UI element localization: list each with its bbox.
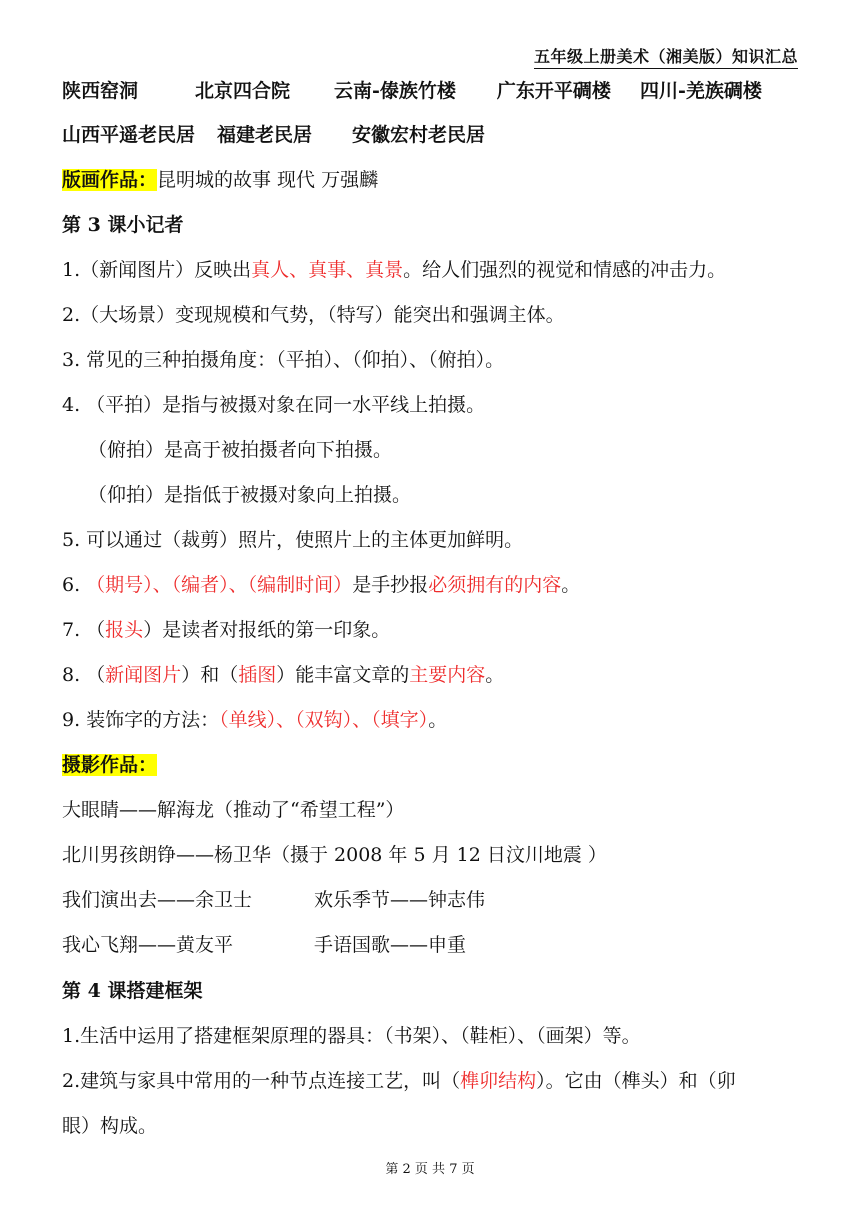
lesson3-line-8 <box>62 663 504 687</box>
houses-row-1 <box>62 79 762 103</box>
lesson3-line-9 <box>62 708 447 732</box>
print-work-line <box>62 168 378 192</box>
highlight-text: 报头 <box>105 619 144 641</box>
text-segment: 。给人们强烈的视觉和情感的冲击力。 <box>403 259 727 281</box>
highlight-text: （单线）、（双钩）、（填字） <box>219 709 429 731</box>
text-segment: 7. （ <box>62 619 106 641</box>
text-segment: 。 <box>428 709 448 731</box>
text-segment: 8. （ <box>62 664 106 686</box>
lesson4-title: 第 4 课搭建框架 <box>62 980 203 1002</box>
highlight-text: 真人、真事、真景 <box>251 259 404 281</box>
highlight-text: 插图 <box>238 664 277 686</box>
highlight-text: 主要内容 <box>409 664 486 686</box>
highlight-text: （期号）、（编者）、（编制时间） <box>86 574 353 596</box>
photo-line-3 <box>62 888 485 912</box>
lesson3-title: 第 3 课小记者 <box>62 214 184 236</box>
text-segment: ）和（ <box>181 664 239 686</box>
house-item: 山西平遥老民居 <box>62 124 196 146</box>
photo-line-4 <box>62 933 466 957</box>
text-segment: ）是读者对报纸的第一印象。 <box>143 619 391 641</box>
photo-item: 我们演出去——余卫士 <box>62 889 253 911</box>
photo-line-2: 北川男孩朗铮——杨卫华（摄于 2008 年 5 月 12 日汶川地震 ） <box>62 844 607 866</box>
lesson3-line-1 <box>62 258 726 282</box>
lesson3-line-7 <box>62 618 390 642</box>
lesson3-line-6 <box>62 573 580 597</box>
text-segment: ）能丰富文章的 <box>276 664 410 686</box>
text-segment: 。 <box>561 574 581 596</box>
page-footer: 第 2 页 共 7 页 <box>385 1162 475 1177</box>
lesson3-line-4c: （仰拍）是指低于被摄对象向上拍摄。 <box>88 484 412 506</box>
house-item: 四川-羌族碉楼 <box>639 80 762 102</box>
lesson3-line-4b: （俯拍）是高于被拍摄者向下拍摄。 <box>88 439 393 461</box>
text-segment: 9. 装饰字的方法： <box>62 709 220 731</box>
lesson3-line-5: 5. 可以通过（裁剪）照片，使照片上的主体更加鲜明。 <box>62 529 524 551</box>
lesson3-line-3: 3. 常见的三种拍摄角度：（平拍）、（仰拍）、（俯拍）。 <box>62 349 505 371</box>
photo-item: 欢乐季节——钟志伟 <box>314 889 486 911</box>
lesson4-line-2 <box>62 1069 736 1093</box>
lesson3-line-2: 2.（大场景）变现规模和气势，（特写）能突出和强调主体。 <box>62 304 565 326</box>
house-item: 福建老民居 <box>217 124 313 146</box>
print-work-text: 昆明城的故事 现代 万强麟 <box>157 169 379 191</box>
house-item: 安徽宏村老民居 <box>352 124 486 146</box>
house-item: 广东开平碉楼 <box>496 80 611 102</box>
highlight-text: 必须拥有的内容 <box>428 574 562 596</box>
photo-work-line <box>62 753 157 777</box>
highlight-text: 榫卯结构 <box>460 1070 537 1092</box>
text-segment: ）。它由（榫头）和（卯 <box>536 1070 736 1092</box>
lesson4-line-2b: 眼）构成。 <box>62 1115 158 1137</box>
photo-line-1: 大眼睛——解海龙（推动了“希望工程”） <box>62 799 405 821</box>
photo-item: 手语国歌——申重 <box>314 934 467 956</box>
text-segment: 6. <box>62 574 87 596</box>
text-segment: 2.建筑与家具中常用的一种节点连接工艺，叫（ <box>62 1070 461 1092</box>
text-segment: 。 <box>485 664 505 686</box>
text-segment: 是手抄报 <box>352 574 429 596</box>
photo-work-label: 摄影作品： <box>62 754 158 776</box>
house-item: 北京四合院 <box>195 80 291 102</box>
houses-row-2 <box>62 123 485 147</box>
print-work-label: 版画作品： <box>62 169 158 191</box>
page-header: 五年级上册美术（湘美版）知识汇总 <box>534 44 798 69</box>
highlight-text: 新闻图片 <box>105 664 182 686</box>
house-item: 陕西窑洞 <box>62 80 139 102</box>
lesson3-line-4: 4. （平拍）是指与被摄对象在同一水平线上拍摄。 <box>62 394 486 416</box>
text-segment: 1.（新闻图片）反映出 <box>62 259 252 281</box>
house-item: 云南-傣族竹楼 <box>334 80 456 102</box>
lesson4-line-1: 1.生活中运用了搭建框架原理的器具：（书架）、（鞋柜）、（画架）等。 <box>62 1025 641 1047</box>
photo-item: 我心飞翔——黄友平 <box>62 934 234 956</box>
